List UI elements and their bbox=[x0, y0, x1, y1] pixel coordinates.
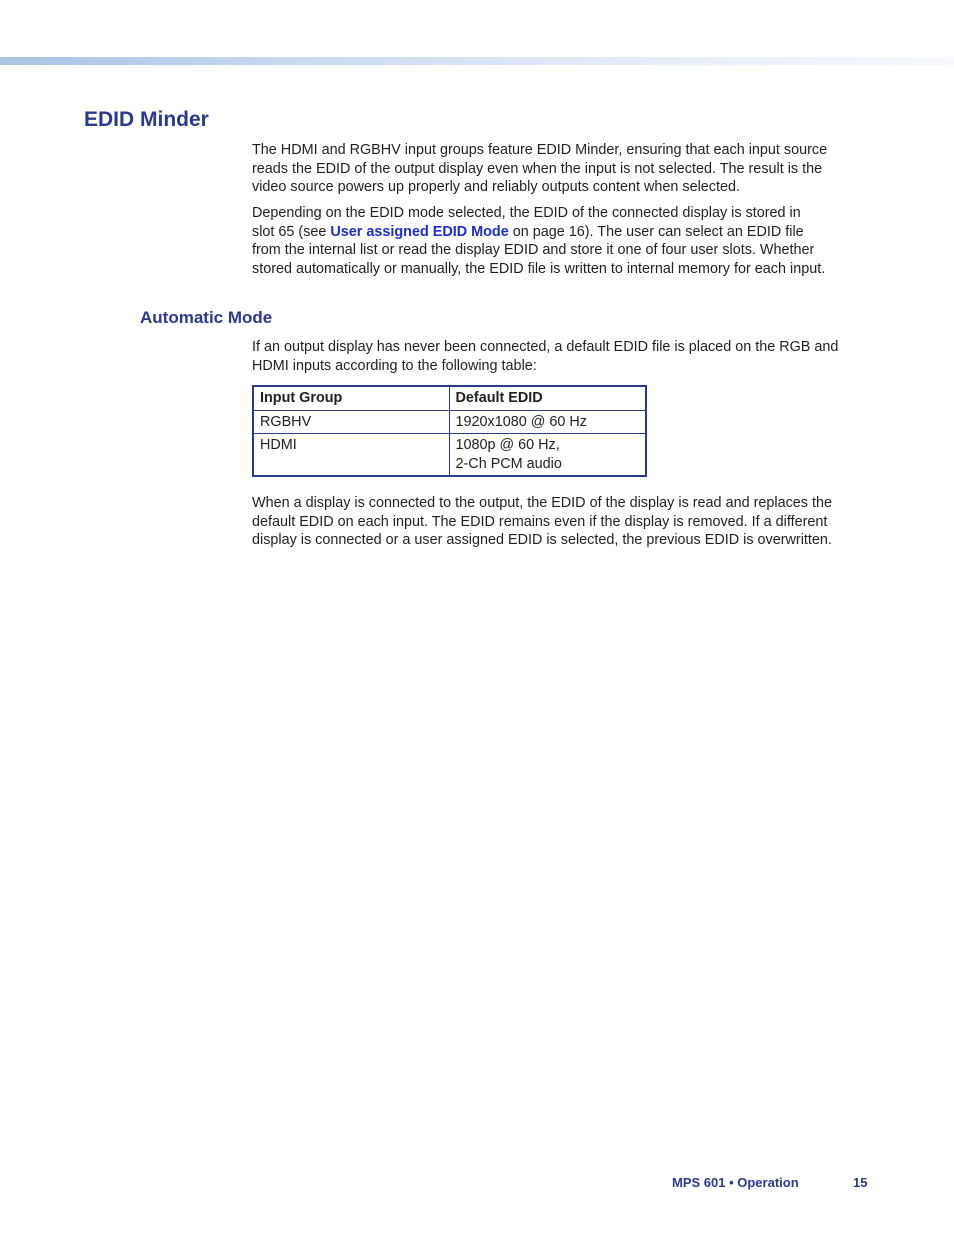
paragraph-line: Depending on the EDID mode selected, the EDID of the connected display is stored in bbox=[252, 205, 801, 221]
paragraph-text: slot 65 (see bbox=[252, 223, 331, 240]
paragraph-line: display is connected or a user assigned EDID is selected, the previous EDID is overwritten. bbox=[252, 532, 832, 549]
paragraph-line bbox=[252, 223, 872, 242]
cell-default-edid bbox=[449, 410, 646, 434]
paragraph-line: HDMI inputs according to the following table: bbox=[252, 357, 537, 374]
user-assigned-edid-mode-link[interactable]: User assigned EDID Mode bbox=[330, 223, 509, 240]
footer-page-number: 15 bbox=[853, 1175, 868, 1190]
footer-doc-label: MPS 601 • Operation bbox=[672, 1175, 799, 1190]
default-edid-table bbox=[252, 385, 647, 477]
table-row bbox=[253, 434, 646, 477]
paragraph-line: default EDID on each input. The EDID remains even if the display is removed. If a different bbox=[252, 513, 828, 530]
intro-line: reads the EDID of the output display even when the input is not selected. The result is the bbox=[252, 160, 823, 177]
intro-line: video source powers up properly and reliably outputs content when selected. bbox=[252, 179, 740, 196]
table-row bbox=[253, 410, 646, 434]
section-title: EDID Minder bbox=[84, 108, 209, 131]
paragraph-line: If an output display has never been connected, a default EDID file is placed on the RGB and bbox=[252, 339, 839, 355]
cell-line: 2-Ch PCM audio bbox=[455, 455, 562, 472]
column-header-input-group: Input Group bbox=[253, 386, 449, 410]
cell-input-group: RGBHV bbox=[253, 410, 449, 434]
table-header-row bbox=[253, 386, 646, 410]
paragraph-line: When a display is connected to the output, the EDID of the display is read and replaces the bbox=[252, 495, 832, 511]
cell-line: 1080p @ 60 Hz, bbox=[455, 437, 560, 454]
paragraph-line: from the internal list or read the display EDID and store it one of four user slots. Whether bbox=[252, 242, 815, 259]
closing-paragraph bbox=[252, 494, 872, 550]
cell-line: 1920x1080 @ 60 Hz bbox=[455, 413, 587, 430]
intro-line: The HDMI and RGBHV input groups feature EDID Minder, ensuring that each input source bbox=[252, 142, 828, 158]
paragraph-line: stored automatically or manually, the EDID file is written to internal memory for each input. bbox=[252, 260, 826, 277]
intro-paragraph bbox=[252, 141, 872, 197]
subsection-title: Automatic Mode bbox=[140, 308, 273, 327]
paragraph-text: on page 16). The user can select an EDID file bbox=[508, 223, 804, 240]
column-header-default-edid: Default EDID bbox=[449, 386, 646, 410]
edid-mode-paragraph bbox=[252, 204, 872, 278]
cell-default-edid bbox=[449, 434, 646, 477]
automatic-mode-intro bbox=[252, 338, 872, 375]
cell-input-group: HDMI bbox=[253, 434, 449, 477]
header-gradient-bar bbox=[0, 57, 954, 65]
